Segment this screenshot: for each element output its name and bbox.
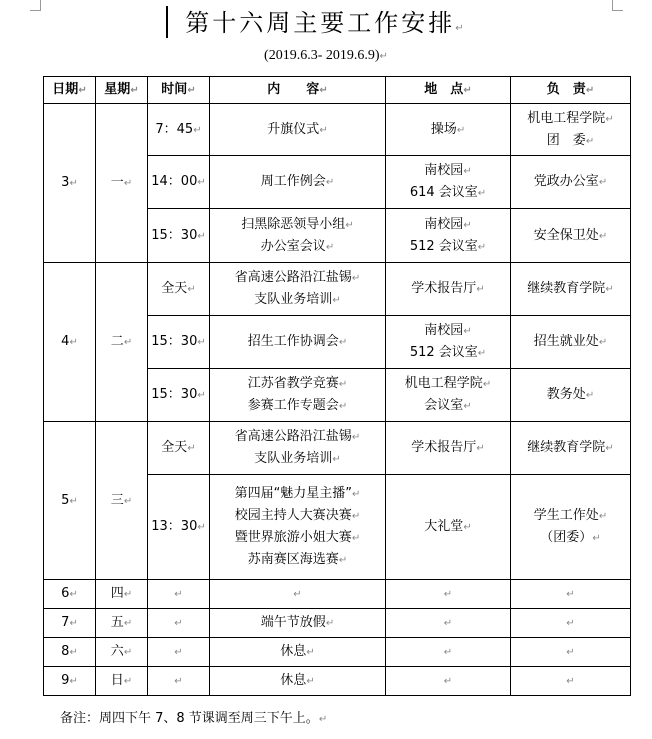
- content-cell-line: 第四届“魅力星主播”↵: [234, 486, 361, 501]
- owner-cell: [511, 209, 631, 263]
- weekday-cell: 二↵: [96, 263, 148, 422]
- owner-cell-line: ↵: [566, 618, 575, 629]
- header-location: 地 点↵: [386, 77, 511, 104]
- content-cell-line: 校园主持人大赛决赛↵: [234, 508, 361, 523]
- location-cell: [386, 104, 511, 156]
- content-cell: [210, 609, 386, 638]
- content-cell-line: 暨世界旅游小姐大赛↵: [234, 530, 361, 545]
- content-cell-line: 参赛工作专题会↵: [247, 398, 348, 413]
- date-range: (2019.6.3- 2019.6.9)↵: [264, 48, 388, 63]
- owner-cell-line: 党政办公室↵: [533, 174, 608, 189]
- page-title: 第十六周主要工作安排↵: [185, 9, 467, 37]
- location-cell-line: ↵: [443, 647, 453, 658]
- owner-cell-line: ↵: [566, 647, 575, 658]
- owner-cell: [511, 580, 631, 609]
- owner-cell: [511, 667, 631, 696]
- content-cell: [210, 209, 386, 263]
- owner-cell-line: 安全保卫处↵: [533, 227, 608, 243]
- owner-cell-line: 机电工程学院↵: [527, 110, 614, 126]
- content-cell-line: 省高速公路沿江盐锡↵: [234, 270, 361, 285]
- owner-cell: [511, 104, 631, 156]
- location-cell-line: 南校园↵: [424, 216, 472, 232]
- footnote: 备注：周四下午 7、8 节课调至周三下午上。↵: [60, 711, 328, 726]
- time-cell: 全天↵: [148, 263, 210, 316]
- header-date: 日期↵: [44, 77, 96, 104]
- time-cell: 15：30↵: [148, 316, 210, 369]
- location-cell-line: 512 会议室↵: [409, 238, 487, 254]
- time-cell: 全天↵: [148, 422, 210, 475]
- owner-cell: [511, 263, 631, 316]
- content-cell-line: 江苏省教学竞赛↵: [247, 376, 348, 391]
- content-cell-line: 支队业务培训↵: [254, 451, 341, 466]
- table-row: [44, 580, 631, 609]
- table-row: [44, 263, 631, 316]
- weekday-cell: 三↵: [96, 422, 148, 580]
- header-row: [44, 77, 631, 104]
- weekday-cell: 六↵: [96, 638, 148, 667]
- location-cell-line: 学术报告厅↵: [411, 440, 485, 455]
- time-cell: ↵: [148, 580, 210, 609]
- table-row: [44, 667, 631, 696]
- location-cell-line: ↵: [443, 589, 453, 600]
- location-cell-line: ↵: [443, 618, 453, 629]
- content-cell-line: 周工作例会↵: [260, 174, 335, 189]
- owner-cell: [511, 316, 631, 369]
- content-cell-line: 扫黑除恶领导小组↵: [241, 216, 354, 232]
- table-row: [44, 104, 631, 156]
- owner-cell: [511, 475, 631, 580]
- time-cell: ↵: [148, 667, 210, 696]
- date-cell: 6↵: [44, 580, 96, 609]
- content-cell: [210, 475, 386, 580]
- location-cell: [386, 475, 511, 580]
- content-cell: [210, 369, 386, 422]
- header-weekday: 星期↵: [96, 77, 148, 104]
- owner-cell-line: 教务处↵: [546, 387, 595, 402]
- owner-cell-line: ↵: [566, 676, 575, 687]
- content-cell-line: 苏南赛区海选赛↵: [247, 552, 348, 567]
- table-row: [44, 638, 631, 667]
- location-cell-line: 会议室↵: [424, 398, 472, 413]
- location-cell-line: 操场↵: [430, 121, 466, 137]
- weekday-cell: 一↵: [96, 104, 148, 263]
- owner-cell: [511, 156, 631, 209]
- location-cell: [386, 369, 511, 422]
- owner-cell-line: 继续教育学院↵: [527, 440, 614, 455]
- time-cell: 15：30↵: [148, 369, 210, 422]
- owner-cell-line: （团委）↵: [540, 530, 601, 545]
- content-cell: [210, 316, 386, 369]
- location-cell: [386, 156, 511, 209]
- time-cell: 7：45↵: [148, 104, 210, 156]
- header-owner: 负 责↵: [511, 77, 631, 104]
- owner-cell: [511, 609, 631, 638]
- date-cell: 3↵: [44, 104, 96, 263]
- time-cell: 14：00↵: [148, 156, 210, 209]
- weekday-cell: 五↵: [96, 609, 148, 638]
- schedule-table: [43, 76, 631, 696]
- content-cell: [210, 638, 386, 667]
- location-cell-line: 512 会议室↵: [409, 345, 487, 360]
- location-cell: [386, 638, 511, 667]
- time-cell: 15：30↵: [148, 209, 210, 263]
- table-row: [44, 422, 631, 475]
- header-time: 时间↵: [148, 77, 210, 104]
- location-cell: [386, 422, 511, 475]
- content-cell: [210, 422, 386, 475]
- location-cell-line: 大礼堂↵: [424, 519, 472, 534]
- time-cell: ↵: [148, 609, 210, 638]
- content-cell-line: 休息↵: [280, 673, 315, 688]
- location-cell: [386, 263, 511, 316]
- content-cell: [210, 667, 386, 696]
- header-content: 内 容↵: [210, 77, 386, 104]
- location-cell-line: 机电工程学院↵: [404, 376, 492, 391]
- owner-cell: [511, 422, 631, 475]
- owner-cell: [511, 369, 631, 422]
- date-cell: 4↵: [44, 263, 96, 422]
- content-cell-line: ↵: [293, 589, 302, 600]
- content-cell: [210, 263, 386, 316]
- weekday-cell: 日↵: [96, 667, 148, 696]
- time-cell: ↵: [148, 638, 210, 667]
- content-cell-line: 省高速公路沿江盐锡↵: [234, 429, 361, 444]
- time-cell: 13：30↵: [148, 475, 210, 580]
- content-cell: [210, 104, 386, 156]
- location-cell-line: 614 会议室↵: [409, 185, 487, 200]
- content-cell-line: 端午节放假↵: [260, 615, 335, 630]
- content-cell-line: 办公室会议↵: [260, 238, 335, 254]
- owner-cell-line: ↵: [566, 589, 575, 600]
- weekday-cell: 四↵: [96, 580, 148, 609]
- location-cell: [386, 609, 511, 638]
- content-cell-line: 升旗仪式↵: [267, 121, 328, 137]
- owner-cell-line: 继续教育学院↵: [527, 281, 614, 296]
- content-cell: [210, 156, 386, 209]
- owner-cell-line: 招生就业处↵: [533, 334, 608, 349]
- location-cell-line: 南校园↵: [424, 163, 472, 178]
- owner-cell-line: 团 委↵: [546, 132, 595, 148]
- location-cell: [386, 580, 511, 609]
- owner-cell-line: 学生工作处↵: [533, 508, 608, 523]
- location-cell: [386, 209, 511, 263]
- location-cell-line: 南校园↵: [424, 323, 472, 338]
- date-cell: 5↵: [44, 422, 96, 580]
- location-cell-line: 学术报告厅↵: [411, 281, 485, 296]
- location-cell: [386, 316, 511, 369]
- date-cell: 8↵: [44, 638, 96, 667]
- location-cell-line: ↵: [443, 676, 453, 687]
- owner-cell: [511, 638, 631, 667]
- table-row: [44, 609, 631, 638]
- content-cell-line: 支队业务培训↵: [254, 292, 341, 307]
- content-cell-line: 招生工作协调会↵: [247, 334, 348, 349]
- date-cell: 9↵: [44, 667, 96, 696]
- content-cell-line: 休息↵: [280, 644, 315, 659]
- location-cell: [386, 667, 511, 696]
- date-cell: 7↵: [44, 609, 96, 638]
- content-cell: [210, 580, 386, 609]
